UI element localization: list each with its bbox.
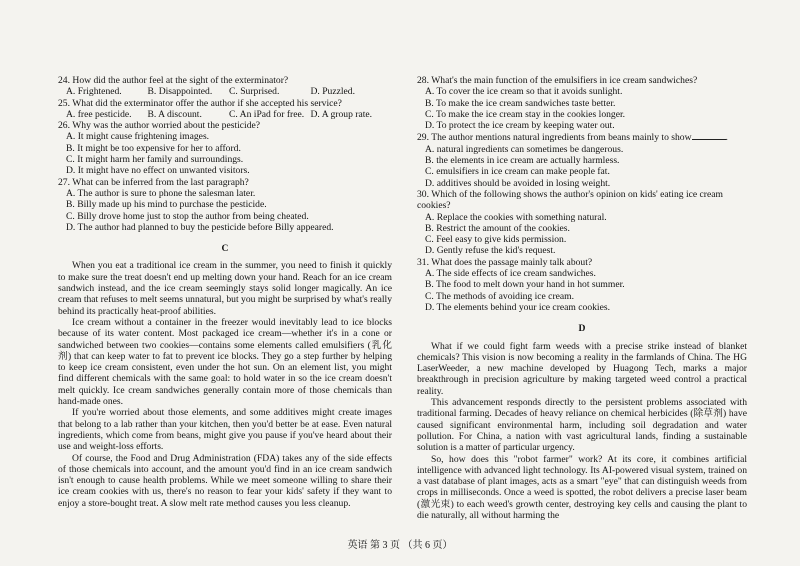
option: C. emulsifiers in ice cream can make people fat. <box>425 166 610 178</box>
section-d-heading: D <box>578 323 586 335</box>
option: A. The side effects of ice cream sandwiches. <box>425 268 596 280</box>
question-28-stem: 28. What's the main function of the emulsifiers in ice cream sandwiches? <box>417 75 698 86</box>
question-24-options <box>58 86 392 97</box>
left-column <box>58 75 392 509</box>
right-column <box>417 75 747 521</box>
question-25-stem: 25. What did the exterminator offer the author if she accepted his service? <box>58 97 342 109</box>
answer-blank <box>692 131 726 140</box>
option: D. additives should be avoided in losing weight. <box>425 177 611 189</box>
option: C. An iPad for free. <box>229 108 305 120</box>
option: B. A discount. <box>147 108 202 120</box>
passage-c-paragraph: Of course, the Food and Drug Administration (FDA) takes any of the side effects of those chemicals into account, and the amount you'd find in an ice cream sandwich isn't enough to cause health problems. While we meet someone willing to share their ice cream cookies with us, there's no reason to fear your kids' safety if they want to enjoy a store-bought treat. A slow melt rate method causes you less cleanup. <box>58 452 392 509</box>
section-c-heading: C <box>221 243 229 255</box>
passage-c-paragraph: If you're worried about those elements, and some additives might create images that belong to a lab rather than your kitchen, then you'd better be at ease. Even natural ingredients, which come from beans, might give you pause if you've heard about their use and weight-loss efforts. <box>58 407 392 453</box>
passage-c-paragraph: When you eat a traditional ice cream in the summer, you need to finish it quickly to make sure the treat doesn't end up melting down your hand. Reach for an ice cream sandwich instead, and the ice cream seemingly stays solid longer magically. An ice cream that refuses to melt seems unnatural, but you might be surprised by what's really behind its practically heat-proof abilities. <box>58 260 392 317</box>
option: A. Replace the cookies with something natural. <box>425 211 607 223</box>
option: D. To protect the ice cream by keeping water out. <box>425 120 615 132</box>
option: A. It might cause frightening images. <box>66 131 210 143</box>
question-31-stem: 31. What does the passage mainly talk about? <box>417 256 593 268</box>
question-25-options <box>58 109 392 120</box>
option: D. It might have no effect on unwanted visitors. <box>66 165 250 177</box>
option: B. To make the ice cream sandwiches taste better. <box>425 97 616 109</box>
option: A. natural ingredients can sometimes be dangerous. <box>425 143 624 155</box>
option: D. The elements behind your ice cream cookies. <box>425 301 610 313</box>
passage-d-paragraph: What if we could fight farm weeds with a precise strike instead of blanket chemicals? This vision is now becoming a reality in the farmlands of China. The HG LaserWeeder, a new machine developed by Huagong Tech, marks a major breakthrough in precision agriculture by making targeted weed control a practical reality. <box>417 340 747 397</box>
option: C. To make the ice cream stay in the cookies longer. <box>425 108 626 120</box>
question-24-stem: 24. How did the author feel at the sight of the exterminator? <box>58 75 289 86</box>
option: B. The food to melt down your hand in hot summer. <box>425 279 625 291</box>
question-27-stem: 27. What can be inferred from the last paragraph? <box>58 176 249 188</box>
passage-d-paragraph: So, how does this "robot farmer" work? At its core, it combines artificial intelligence with advanced light technology. Its AI-powered visual system, trained on a vast database of plant images, acts as a smart "eye" that can distinguish weeds from crops in milliseconds. Once a weed is spotted, the robot delivers a precise laser beam (激光束) to each weed's growth center, destroying key cells and causing the plant to die naturally, all without harming the <box>417 453 747 521</box>
option: C. Surprised. <box>229 86 280 98</box>
question-29-stem <box>417 131 747 143</box>
question-29-text: 29. The author mentions natural ingredients from beans mainly to show <box>417 132 692 144</box>
option: A. The author is sure to phone the salesman later. <box>66 187 256 199</box>
question-26-stem: 26. Why was the author worried about the pesticide? <box>58 120 261 132</box>
option: C. The methods of avoiding ice cream. <box>425 290 575 302</box>
passage-d-paragraph: This advancement responds directly to the persistent problems associated with traditional farming. Decades of heavy reliance on chemical herbicides (除草剂) have caused significant environmental harm, including soil degradation and water pollution. For China, a nation with vast agricultural lands, finding a sustainable solution is a matter of particular urgency. <box>417 397 747 454</box>
question-29-end: . <box>725 132 728 144</box>
option: B. It might be too expensive for her to afford. <box>66 142 241 154</box>
option: A. Frightened. <box>66 86 122 98</box>
option: B. Billy made up his mind to purchase the pesticide. <box>66 199 267 211</box>
option: D. The author had planned to buy the pesticide before Billy appeared. <box>66 221 334 233</box>
option: B. Restrict the amount of the cookies. <box>425 222 570 234</box>
page-footer: 英语 第 3 页 （共 6 页） <box>347 540 453 551</box>
option: C. Feel easy to give kids permission. <box>425 234 567 246</box>
option: D. Gently refuse the kid's request. <box>425 245 556 257</box>
option: B. the elements in ice cream are actually harmless. <box>425 155 620 167</box>
option: B. Disappointed. <box>147 86 213 98</box>
option: C. It might harm her family and surroundings. <box>66 154 244 166</box>
question-30-stem: 30. Which of the following shows the author's opinion on kids' eating ice cream cookies? <box>417 188 723 212</box>
option: A. To cover the ice cream so that it avoids sunlight. <box>425 86 623 98</box>
option: D. A group rate. <box>310 108 373 120</box>
option: D. Puzzled. <box>310 86 355 98</box>
option: C. Billy drove home just to stop the author from being cheated. <box>66 210 309 222</box>
passage-c-paragraph: Ice cream without a container in the freezer would inevitably lead to ice blocks because of its water content. Most packaged ice cream—whether it's in a cone or sandwiched between two cookies—contains some elements called emulsifiers (乳化剂) that can keep water to fat to prevent ice blocks. They go a step further by helping to keep ice cream consistent, even under the hot sun. On an element list, you might find different chemicals with the same goal: to hold water in so the ice cream doesn't melt quickly. Ice cream sandwiches generally contain more of those chemicals than hand-made ones. <box>58 316 392 408</box>
option: A. free pesticide. <box>66 108 132 120</box>
